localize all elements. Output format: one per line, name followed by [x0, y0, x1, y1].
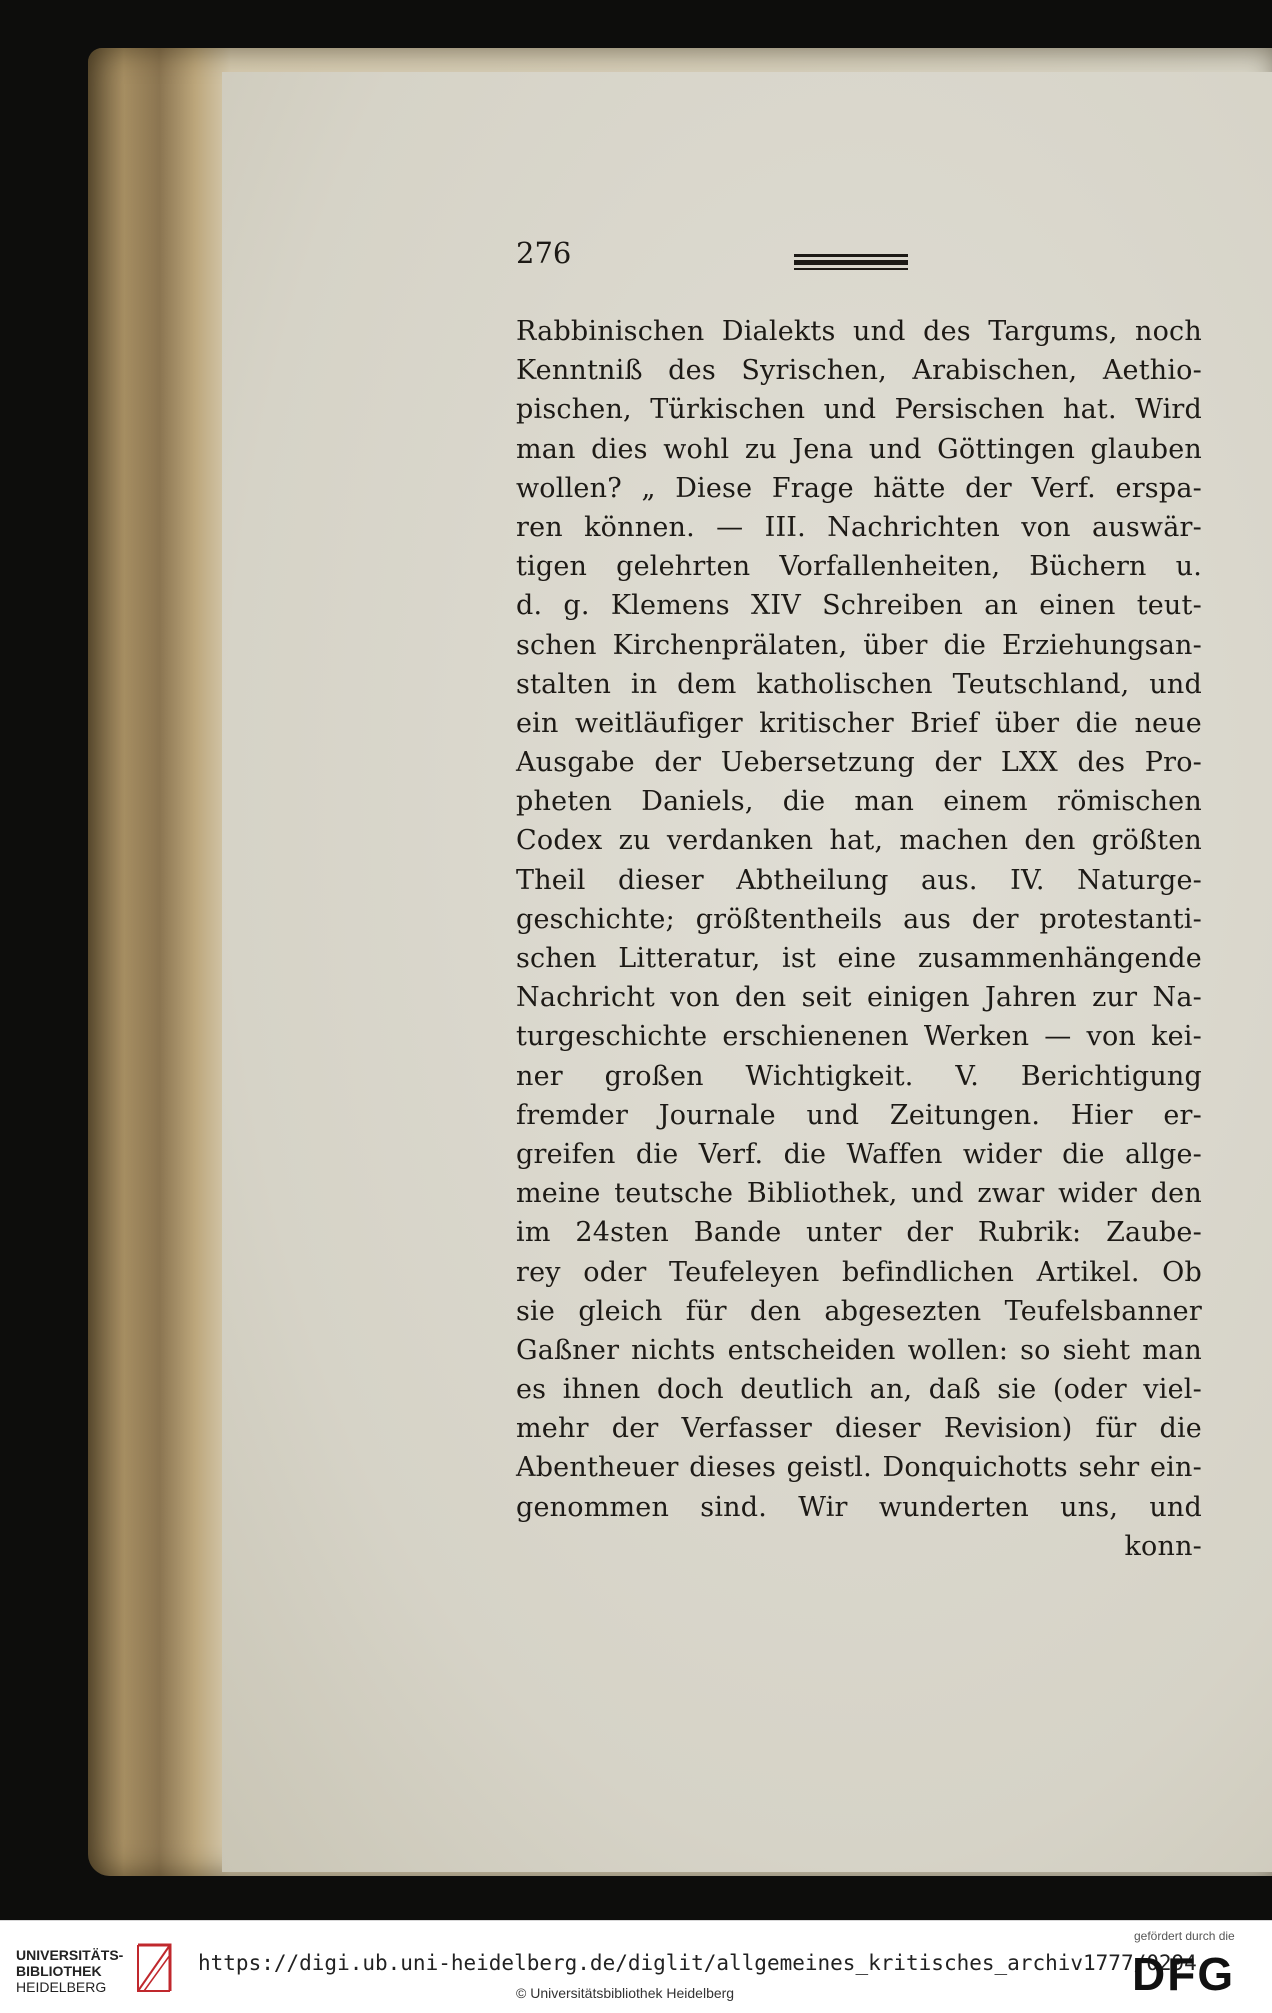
text-line: tigen gelehrten Vorfallenheiten, Büchern u.	[516, 551, 1202, 583]
text-line: ein weitläufiger kritischer Brief über die neue	[516, 707, 1202, 739]
text-line: schen Kirchenprälaten, über die Erziehungsan-	[516, 629, 1202, 661]
library-name-line: BIBLIOTHEK	[16, 1963, 102, 1979]
header-ornament	[794, 254, 908, 268]
text-line: sie gleich für den abgesezten Teufelsbanner	[516, 1295, 1202, 1327]
text-line: schen Litteratur, ist eine zusammenhängende	[516, 943, 1202, 974]
text-line: Gaßner nichts entscheiden wollen: so sieht man	[516, 1334, 1202, 1366]
text-line: mehr der Verfasser dieser Revision) für die	[516, 1413, 1202, 1445]
page-number: 276	[516, 236, 572, 270]
text-line: geschichte; größtentheils aus der protestanti-	[516, 903, 1202, 935]
page-text	[516, 316, 1202, 1570]
text-line: man dies wohl zu Jena und Göttingen glauben	[516, 433, 1202, 465]
library-name-line: HEIDELBERG	[16, 1979, 107, 1995]
text-line: d. g. Klemens XIV Schreiben an einen teut-	[516, 590, 1202, 622]
page-header	[516, 236, 1202, 276]
text-line: ner großen Wichtigkeit. V. Berichtigung	[516, 1060, 1202, 1092]
text-line: fremder Journale und Zeitungen. Hier er-	[516, 1099, 1202, 1131]
funder-logo: DFG	[1132, 1948, 1236, 2000]
text-line: pischen, Türkischen und Persischen hat. Wird	[516, 394, 1202, 426]
funding-label: gefördert durch die	[1134, 1929, 1235, 1943]
text-line: Ausgabe der Uebersetzung der LXX des Pro-	[516, 747, 1202, 779]
footer-bar	[0, 1920, 1272, 2013]
text-line: es ihnen doch deutlich an, daß sie (oder viel-	[516, 1374, 1202, 1406]
library-logo-icon	[130, 1935, 178, 2001]
text-line: konn-	[1124, 1530, 1202, 1562]
library-name	[16, 1947, 123, 1995]
text-line: Codex zu verdanken hat, machen den größten	[516, 825, 1202, 857]
text-line: Kenntniß des Syrischen, Arabischen, Aethio-	[516, 355, 1202, 387]
permalink-url[interactable]: https://digi.ub.uni-heidelberg.de/diglit/allgemeines_kritisches_archiv1777/0294	[198, 1951, 1197, 1975]
text-line: meine teutsche Bibliothek, und zwar wider den	[516, 1178, 1202, 1210]
text-line: stalten in dem katholischen Teutschland, und	[516, 668, 1202, 700]
text-line: wollen? „ Diese Frage hätte der Verf. erspa-	[516, 472, 1202, 504]
text-line: greifen die Verf. die Waffen wider die allge-	[516, 1138, 1202, 1170]
text-line: rey oder Teufeleyen befindlichen Artikel. Ob	[516, 1256, 1202, 1288]
text-line: Abentheuer dieses geistl. Donquichotts sehr ein-	[516, 1452, 1202, 1484]
text-line: Nachricht von den seit einigen Jahren zur Na-	[516, 982, 1202, 1014]
text-line: im 24sten Bande unter der Rubrik: Zaube-	[516, 1217, 1202, 1249]
text-line: genommen sind. Wir wunderten uns, und	[516, 1491, 1202, 1523]
text-line: Theil dieser Abtheilung aus. IV. Naturge-	[516, 864, 1202, 896]
text-line: pheten Daniels, die man einem römischen	[516, 786, 1202, 818]
text-line: Rabbinischen Dialekts und des Targums, noch	[516, 316, 1202, 347]
text-line: ren können. — III. Nachrichten von auswär-	[516, 511, 1202, 543]
text-line: turgeschichte erschienenen Werken — von kei-	[516, 1021, 1202, 1053]
copyright-notice: © Universitätsbibliothek Heidelberg	[516, 1985, 735, 2001]
library-name-line: UNIVERSITÄTS-	[16, 1947, 124, 1963]
